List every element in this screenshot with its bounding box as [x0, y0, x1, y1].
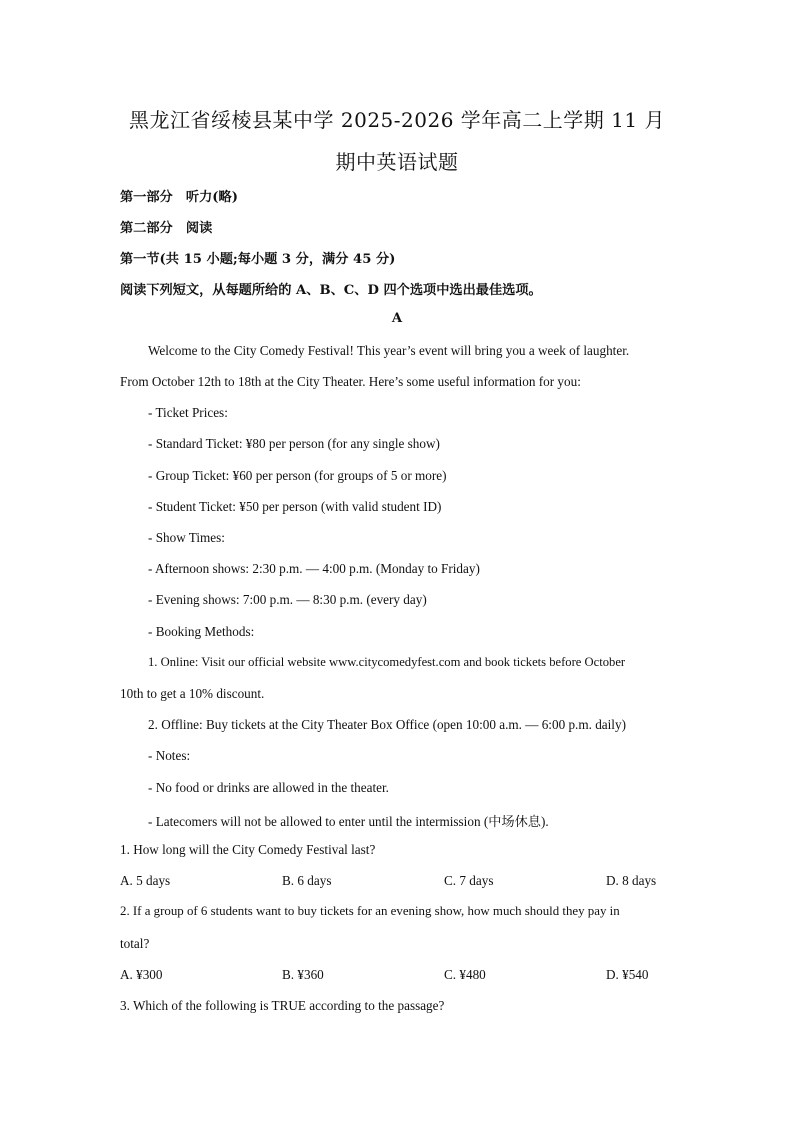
- passage-item: 1. Online: Visit our official website www.citycomedyfest.com and book tickets before October: [148, 655, 626, 669]
- passage-item: - Standard Ticket: ¥80 per person (for any single show): [148, 436, 440, 451]
- part2-heading: 第二部分 阅读: [120, 221, 213, 236]
- question-3-stem: 3. Which of the following is TRUE according to the passage?: [120, 998, 445, 1013]
- question-1-option-d: D. 8 days: [606, 873, 657, 888]
- passage-label: A: [391, 311, 403, 326]
- question-1-stem: 1. How long will the City Comedy Festival last?: [120, 842, 376, 857]
- question-1-option-b: B. 6 days: [282, 873, 332, 888]
- question-2-stem-line2: total?: [120, 936, 150, 951]
- exam-title-line1: 黑龙江省绥棱县某中学 2025-2026 学年高二上学期 11 月: [129, 108, 665, 132]
- passage-item: - Student Ticket: ¥50 per person (with valid student ID): [148, 499, 442, 514]
- passage-item: - Show Times:: [148, 530, 225, 545]
- question-2-stem-line1: 2. If a group of 6 students want to buy tickets for an evening show, how much should they pay in: [120, 904, 620, 918]
- passage-item: 2. Offline: Buy tickets at the City Theater Box Office (open 10:00 a.m. — 6:00 p.m. daily): [148, 717, 626, 732]
- question-2-option-a: A. ¥300: [120, 967, 163, 982]
- passage-item: - Group Ticket: ¥60 per person (for groups of 5 or more): [148, 468, 447, 483]
- passage-intro-line2: From October 12th to 18th at the City Theater. Here’s some useful information for you:: [120, 374, 581, 389]
- question-2-option-d: D. ¥540: [606, 967, 649, 982]
- question-1-option-a: A. 5 days: [120, 873, 171, 888]
- passage-item: - Afternoon shows: 2:30 p.m. — 4:00 p.m. (Monday to Friday): [148, 561, 480, 576]
- passage-item: - Evening shows: 7:00 p.m. — 8:30 p.m. (every day): [148, 592, 427, 607]
- part1-heading: 第一部分 听力(略): [120, 190, 238, 205]
- passage-item: - No food or drinks are allowed in the theater.: [148, 780, 389, 795]
- passage-item: - Latecomers will not be allowed to enter until the intermission (中场休息).: [148, 814, 549, 829]
- passage-intro-line1: Welcome to the City Comedy Festival! This year’s event will bring you a week of laughter.: [148, 343, 630, 358]
- question-2-option-c: C. ¥480: [444, 967, 486, 982]
- passage-item: - Notes:: [148, 748, 191, 763]
- passage-item: - Booking Methods:: [148, 624, 255, 639]
- section1-heading: 第一节(共 15 小题;每小题 3 分，满分 45 分): [120, 252, 396, 267]
- exam-title-line2: 期中英语试题: [335, 150, 459, 174]
- passage-item: - Ticket Prices:: [148, 405, 228, 420]
- passage-item: 10th to get a 10% discount.: [120, 686, 265, 701]
- question-1-option-c: C. 7 days: [444, 873, 494, 888]
- instruction-text: 阅读下列短文，从每题所给的 A、B、C、D 四个选项中选出最佳选项。: [120, 283, 542, 298]
- question-2-option-b: B. ¥360: [282, 967, 324, 982]
